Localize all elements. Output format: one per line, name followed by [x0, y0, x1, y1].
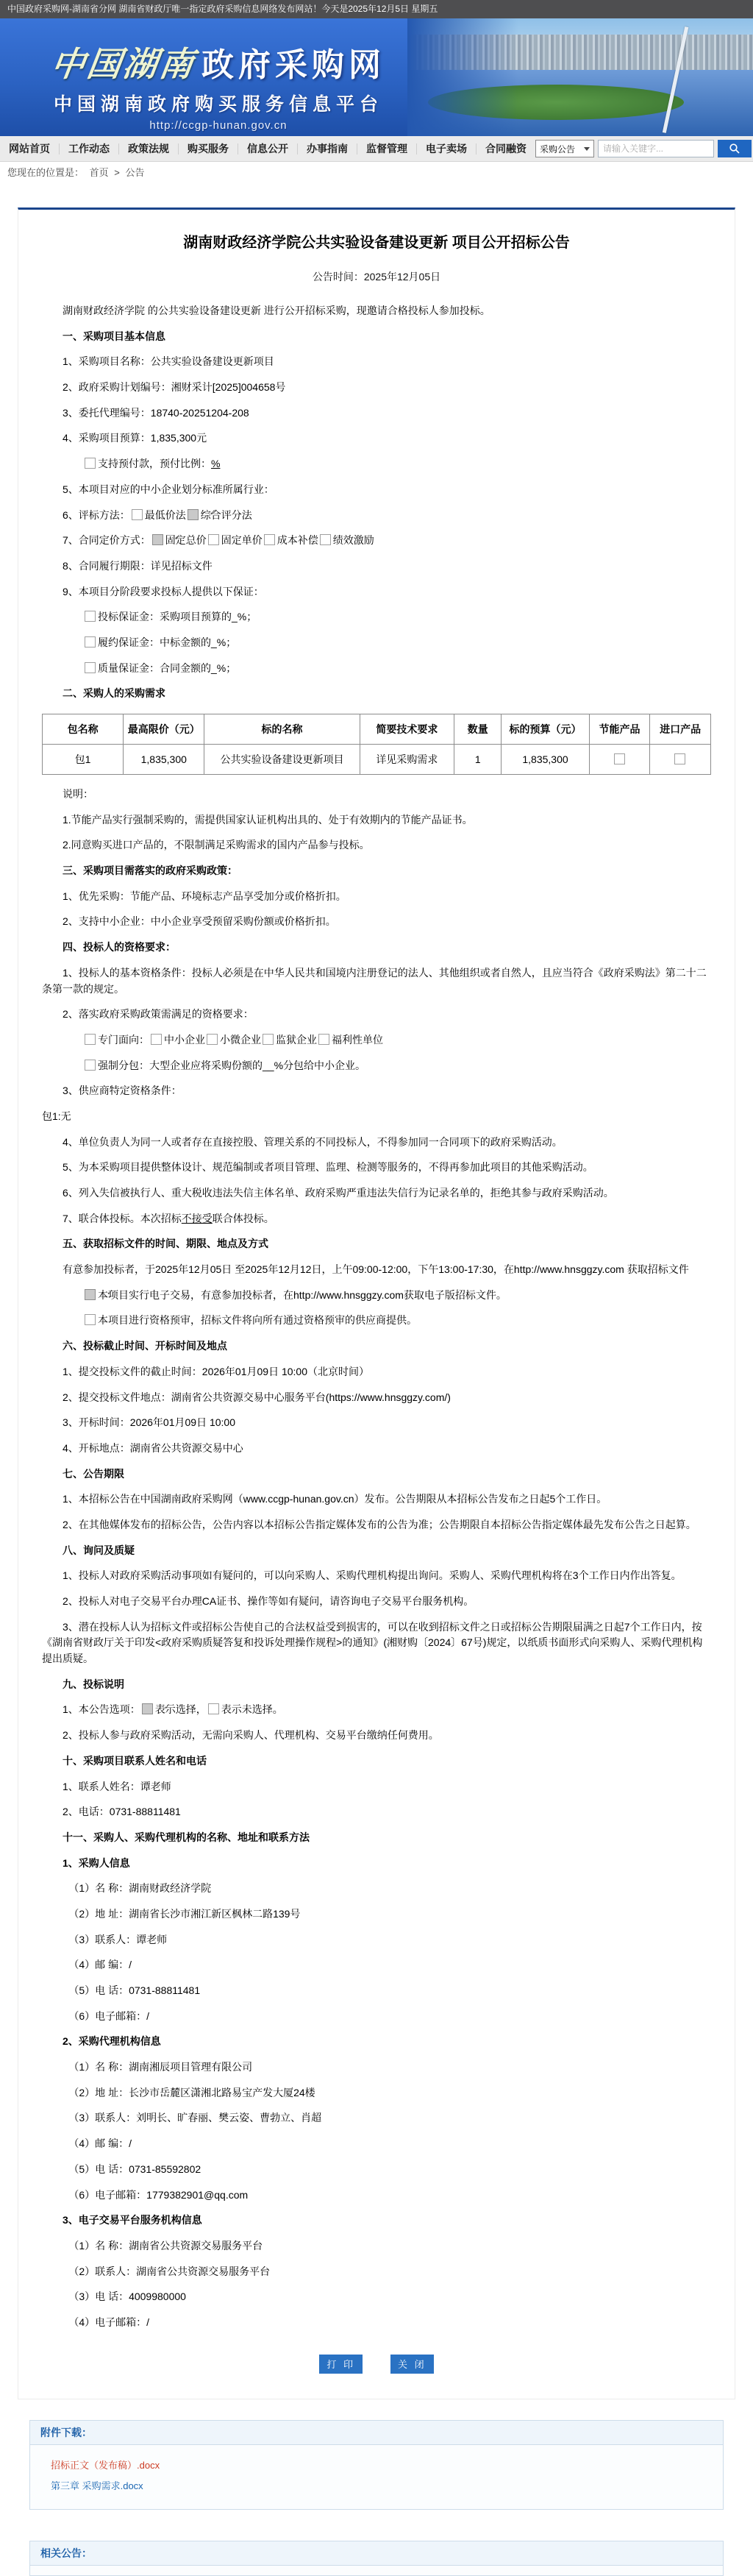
agency-zipcode: （4）邮 编：/: [68, 2137, 132, 2150]
checkbox-unchecked-icon: [85, 636, 96, 647]
col-header-max-price: 最高限价（元）: [124, 714, 204, 745]
cell-subject: 公共实验设备建设更新项目: [204, 745, 360, 775]
bid-submit-place-line: 2、提交投标文件地点：湖南省公共资源交易中心服务平台(https://www.hnsggzy.com/): [63, 1391, 451, 1403]
targeted-label: 专门面向：: [98, 1033, 149, 1046]
site-logo: [48, 38, 385, 132]
policy-priority-line: 1、优先采购：节能产品、环境标志产品享受加分或价格折扣。: [63, 890, 346, 902]
pricing-opt-2: 固定单价: [221, 534, 263, 547]
eval-method-line: [42, 508, 711, 524]
e-trade-text: 本项目实行电子交易，有意参加投标者，在http://www.hnsggzy.com获取电子版招标文件。: [98, 1288, 507, 1301]
prequalification-option-line: [42, 1313, 711, 1329]
col-header-imported: 进口产品: [650, 714, 711, 745]
targeted-opt-1: 中小企业: [164, 1033, 205, 1046]
nav-item-supervision[interactable]: 监督管理: [357, 143, 417, 155]
col-header-tech-req: 简要技术要求: [360, 714, 454, 745]
breadcrumb-current-link[interactable]: 公告: [125, 167, 145, 178]
search-category-value: 采购公告: [540, 143, 576, 155]
section-6-heading: 六、投标截止时间、开标时间及地点: [63, 1340, 227, 1352]
announce-period-line-2: 2、在其他媒体发布的招标公告，公告内容以本招标公告指定媒体发布的公告为准；公告期限自本招标公告指定媒体最先发布公告之日起算。: [63, 1518, 696, 1530]
prepay-label: 支持预付款，预付比例：: [98, 458, 211, 470]
guarantee-intro-line: 9、本项目分阶段要求投标人提供以下保证：: [63, 585, 264, 597]
table-note-1: 1.节能产品实行强制采购的，需提供国家认证机构出具的、处于有效期内的节能产品证书。: [63, 813, 473, 826]
bid-open-time-line: 3、开标时间：2026年01月09日 10:00: [63, 1416, 235, 1429]
breadcrumb-prefix: 您现在的位置是：: [7, 167, 85, 178]
cell-max-price: 1,835,300: [124, 745, 204, 775]
prepay-option-line: [42, 456, 711, 472]
option-legend-pre: 1、本公告选项：: [63, 1703, 140, 1716]
action-buttons: [42, 2355, 711, 2374]
attachments-box: [29, 2420, 724, 2510]
intro-paragraph: 湖南财政经济学院 的公共实验设备建设更新 进行公开招标采购，现邀请合格投标人参加投标。: [63, 305, 490, 316]
related-announcements-box: [29, 2541, 724, 2576]
banner-cityscape-image: [407, 18, 753, 136]
pricing-opt-4: 绩效激励: [332, 534, 374, 547]
attachments-title: 附件下载：: [30, 2421, 723, 2445]
purchaser-zipcode: （4）邮 编：/: [68, 1959, 132, 1971]
eval-opt-lowest: 最低价法: [144, 508, 186, 521]
bid-bond-text: 投标保证金：采购项目预算的_%；: [98, 611, 257, 623]
eval-method-label: 6、评标方法：: [63, 508, 130, 521]
checkbox-unchecked-icon: [85, 611, 96, 622]
logo-main-text: 政府采购网: [201, 47, 385, 83]
no-fee-line: 2、投标人参与政府采购活动，无需向采购人、代理机构、交易平台缴纳任何费用。: [63, 1729, 439, 1742]
publish-time: 公告时间：2025年12月05日: [312, 271, 441, 283]
inquiry-line-1: 1、投标人对政府采购活动事项如有疑问的，可以向采购人、采购代理机构提出询问。采购人、采购代理机构将在3个工作日内作出答复。: [63, 1569, 682, 1582]
nav-item-contract-finance[interactable]: 合同融资: [485, 142, 527, 155]
performance-bond-text: 履约保证金：中标金额的_%；: [98, 636, 237, 648]
pricing-opt-1: 固定总价: [165, 534, 207, 547]
agency-email: （6）电子邮箱：1779382901@qq.com: [68, 2188, 249, 2201]
consortium-line: [42, 1211, 711, 1227]
option-legend-mid: 表示选择，: [154, 1703, 207, 1716]
requirements-table: [42, 714, 711, 775]
main-nav: [0, 136, 753, 162]
section-7-heading: 七、公告期限: [63, 1467, 124, 1480]
checkbox-unchecked-icon: [674, 753, 685, 764]
table-row: [43, 745, 711, 775]
eval-opt-comprehensive: 综合评分法: [200, 508, 252, 521]
option-legend-line: [42, 1702, 711, 1718]
checkbox-unchecked-icon: [132, 509, 143, 520]
col-header-package: 包名称: [43, 714, 124, 745]
col-header-subject: 标的名称: [204, 714, 360, 745]
nav-item-guide[interactable]: 办事指南: [298, 143, 357, 155]
site-notice-bar: 中国政府采购网-湖南省分网 湖南省财政厅唯一指定政府采购信息网络发布网站！今天是2025年12月5日 星期五: [0, 0, 753, 18]
breadcrumb-home-link[interactable]: 首页: [89, 167, 109, 178]
announcement-card: [18, 207, 735, 2399]
checkbox-unchecked-icon: [151, 1034, 162, 1045]
nav-item-info-disclosure[interactable]: 信息公开: [238, 143, 298, 155]
checkbox-unchecked-icon: [85, 458, 96, 469]
dishonest-list-line: 6、列入失信被执行人、重大税收违法失信主体名单、政府采购严重违法失信行为记录名单的，拒绝其参与政府采购活动。: [63, 1187, 614, 1199]
subcontract-option-line: [42, 1058, 711, 1074]
breadcrumb-separator: >: [114, 167, 120, 178]
agency-info-heading: 2、采购代理机构信息: [63, 2035, 161, 2048]
nav-item-policy[interactable]: 政策法规: [119, 143, 179, 155]
platform-info-heading: 3、电子交易平台服务机构信息: [63, 2214, 202, 2226]
checkbox-checked-icon: [152, 534, 163, 545]
announce-period-line-1: 1、本招标公告在中国湖南政府采购网（www.ccgp-hunan.gov.cn）发布。公告期限从本招标公告发布之日起5个工作日。: [63, 1493, 607, 1505]
bid-open-place-line: 4、开标地点：湖南省公共资源交易中心: [63, 1441, 243, 1454]
close-button[interactable]: 关 闭: [390, 2355, 434, 2374]
specific-qualification-line: 3、供应商特定资格条件：: [63, 1085, 182, 1097]
contract-term-line: 8、合同履行期限：详见招标文件: [63, 559, 213, 572]
cell-energy-saving: [589, 745, 650, 775]
search-icon: [729, 143, 740, 155]
checkbox-unchecked-icon: [207, 1034, 218, 1045]
agency-contact: （3）联系人：刘明长、旷春丽、樊云姿、曹勃立、肖超: [68, 2112, 322, 2124]
prepay-percent: %: [211, 458, 221, 470]
related-announcements-title: 相关公告：: [30, 2541, 723, 2566]
plan-number-line: 2、政府采购计划编号：湘财采计[2025]004658号: [63, 381, 286, 394]
checkbox-unchecked-icon: [85, 1060, 96, 1071]
nav-item-home[interactable]: 网站首页: [0, 143, 60, 155]
checkbox-checked-icon: [85, 1289, 96, 1300]
print-button[interactable]: 打 印: [319, 2355, 363, 2374]
platform-contact: （2）联系人：湖南省公共资源交易服务平台: [68, 2265, 271, 2277]
table-header-row: [43, 714, 711, 745]
logo-calligraphy-text: 中国湖南: [48, 45, 199, 83]
nav-item-work-news[interactable]: 工作动态: [60, 143, 119, 155]
package1-none-line: 包1:无: [42, 1110, 71, 1122]
nav-item-purchase-service[interactable]: 购买服务: [179, 143, 238, 155]
purchaser-contact: （3）联系人：谭老师: [68, 1933, 168, 1945]
contact-phone-line: 2、电话：0731-88811481: [63, 1806, 181, 1818]
targeted-opt-4: 福利性单位: [332, 1033, 383, 1046]
platform-email: （4）电子邮箱：/: [68, 2316, 150, 2328]
policy-sme-line: 2、支持中小企业：中小企业享受预留采购份额或价格折扣。: [63, 915, 336, 928]
design-service-line: 5、为本采购项目提供整体设计、规范编制或者项目管理、监理、检测等服务的，不得再参加此项目的其他采购活动。: [63, 1161, 593, 1174]
site-banner: [0, 18, 753, 136]
nav-item-e-mall[interactable]: 电子卖场: [417, 143, 477, 155]
table-note-heading: 说明：: [63, 788, 93, 800]
breadcrumb: [0, 162, 753, 184]
attachment-link-requirements[interactable]: 第三章 采购需求.docx: [51, 2480, 143, 2491]
performance-bond-line: [42, 635, 711, 651]
pricing-label: 7、合同定价方式：: [63, 534, 151, 547]
agency-phone: （5）电 话：0731-85592802: [68, 2162, 201, 2175]
section-4-heading: 四、投标人的资格要求：: [63, 941, 176, 954]
prequalification-text: 本项目进行资格预审，招标文件将向所有通过资格预审的供应商提供。: [98, 1314, 417, 1327]
search-bar: [535, 140, 753, 157]
purchaser-address: （2）地 址：湖南省长沙市湘江新区枫林二路139号: [68, 1907, 301, 1920]
checkbox-unchecked-icon: [263, 1034, 274, 1045]
section-1-heading: 一、采购项目基本信息: [63, 330, 165, 342]
bid-bond-line: [42, 609, 711, 625]
purchaser-name: （1）名 称：湖南财政经济学院: [68, 1882, 212, 1895]
search-button[interactable]: [718, 140, 752, 157]
col-header-energy-saving: 节能产品: [589, 714, 650, 745]
bid-deadline-line: 1、提交投标文件的截止时间：2026年01月09日 10:00（北京时间）: [63, 1365, 369, 1377]
checkbox-unchecked-icon: [208, 1703, 219, 1714]
attachment-link-bid-document[interactable]: 招标正文（发布稿）.docx: [51, 2459, 160, 2471]
table-note-2: 2.同意购买进口产品的，不限制满足采购需求的国内产品参与投标。: [63, 839, 370, 851]
site-url: http://ccgp-hunan.gov.cn: [149, 119, 288, 132]
section-3-heading: 三、采购项目需落实的政府采购政策：: [63, 865, 238, 877]
cityscape-fade-overlay: [407, 18, 753, 136]
inquiry-line-2: 2、投标人对电子交易平台办理CA证书、操作等如有疑问，请咨询电子交易平台服务机构。: [63, 1595, 474, 1607]
same-leader-line: 4、单位负责人为同一人或者存在直接控股、管理关系的不同投标人，不得参加同一合同项下的政府采购活动。: [63, 1135, 563, 1148]
targeted-option-line: [42, 1032, 711, 1049]
consortium-pre: 7、联合体投标。本次招标: [63, 1212, 182, 1224]
inquiry-line-3: 3、潜在投标人认为招标文件或招标公告使自己的合法权益受到损害的，可以在收到招标文件之日或招标公告期限届满之日起7个工作日内，按《湖南省财政厅关于印发<政府采购质疑答复和投诉处理操作规程>的通知》(湘财购〔2024〕67号)规定，以纸质书面形式向采购人、采购代理机构提出质疑。: [42, 1620, 703, 1665]
e-trade-option-line: [42, 1288, 711, 1304]
agency-number-line: 3、委托代理编号：18740-20251204-208: [63, 406, 249, 419]
budget-line: 4、采购项目预算：1,835,300元: [63, 432, 207, 444]
qualification-policy-line: 2、落实政府采购政策需满足的资格要求：: [63, 1008, 254, 1021]
page-title: 湖南财政经济学院公共实验设备建设更新 项目公开招标公告: [183, 235, 570, 251]
cell-quantity: 1: [454, 745, 502, 775]
quality-bond-line: [42, 661, 711, 677]
agency-address: （2）地 址：长沙市岳麓区潇湘北路易宝产发大厦24楼: [68, 2086, 315, 2098]
col-header-quantity: 数量: [454, 714, 502, 745]
purchaser-phone: （5）电 话：0731-88811481: [68, 1984, 201, 1996]
project-name-line: 1、采购项目名称：公共实验设备建设更新项目: [63, 355, 274, 368]
pricing-method-line: [42, 533, 711, 549]
checkbox-unchecked-icon: [318, 1034, 329, 1045]
checkbox-unchecked-icon: [320, 534, 331, 545]
search-category-select[interactable]: [535, 140, 594, 157]
checkbox-checked-icon: [142, 1703, 153, 1714]
doc-obtain-line: 有意参加投标者，于2025年12月05日 至2025年12月12日，上午09:00-12:00，下午13:00-17:30，在http://www.hnsggzy.com 获取招标文件: [63, 1263, 689, 1276]
section-10-heading: 十、采购项目联系人姓名和电话: [63, 1754, 207, 1767]
quality-bond-text: 质量保证金：合同金额的_%；: [98, 661, 237, 674]
targeted-opt-2: 小微企业: [220, 1033, 261, 1046]
consortium-not-accepted: 不接受: [181, 1212, 213, 1224]
purchaser-info-heading: 1、采购人信息: [63, 1856, 130, 1869]
option-legend-post: 表示未选择。: [221, 1703, 283, 1716]
cell-tech-req: 详见采购需求: [360, 745, 454, 775]
checkbox-unchecked-icon: [85, 662, 96, 673]
cell-package: 包1: [43, 745, 124, 775]
contact-name-line: 1、联系人姓名：谭老师: [63, 1780, 171, 1792]
cell-imported: [650, 745, 711, 775]
checkbox-checked-icon: [188, 509, 199, 520]
targeted-opt-3: 监狱企业: [276, 1033, 317, 1046]
checkbox-unchecked-icon: [85, 1034, 96, 1045]
subcontract-text: 强制分包：大型企业应将采购份额的__%分包给中小企业。: [98, 1059, 366, 1071]
sme-industry-line: 5、本项目对应的中小企业划分标准所属行业：: [63, 483, 274, 495]
section-9-heading: 九、投标说明: [63, 1678, 124, 1690]
consortium-post: 联合体投标。: [212, 1212, 274, 1224]
cell-budget: 1,835,300: [502, 745, 589, 775]
section-5-heading: 五、获取招标文件的时间、期限、地点及方式: [63, 1238, 268, 1250]
section-11-heading: 十一、采购人、采购代理机构的名称、地址和联系方法: [63, 1831, 310, 1843]
checkbox-unchecked-icon: [208, 534, 219, 545]
checkbox-unchecked-icon: [85, 1314, 96, 1325]
platform-phone: （3）电 话：4009980000: [68, 2291, 186, 2303]
col-header-budget: 标的预算（元）: [502, 714, 589, 745]
chevron-down-icon: [584, 147, 590, 151]
pricing-opt-3: 成本补偿: [276, 534, 318, 547]
section-2-heading: 二、采购人的采购需求: [63, 687, 165, 700]
site-subtitle: 中国湖南政府购买服务信息平台: [53, 94, 383, 115]
section-8-heading: 八、询问及质疑: [63, 1544, 135, 1556]
checkbox-unchecked-icon: [614, 753, 625, 764]
platform-name: （1）名 称：湖南省公共资源交易服务平台: [68, 2239, 263, 2252]
qualification-basic-line: 1、投标人的基本资格条件：投标人必须是在中华人民共和国境内注册登记的法人、其他组织或者自然人，且应当符合《政府采购法》第二十二条第一款的规定。: [42, 966, 707, 995]
search-input[interactable]: [598, 140, 714, 157]
checkbox-unchecked-icon: [264, 534, 275, 545]
agency-name: （1）名 称：湖南湘辰项目管理有限公司: [68, 2061, 253, 2073]
purchaser-email: （6）电子邮箱：/: [68, 2009, 150, 2022]
